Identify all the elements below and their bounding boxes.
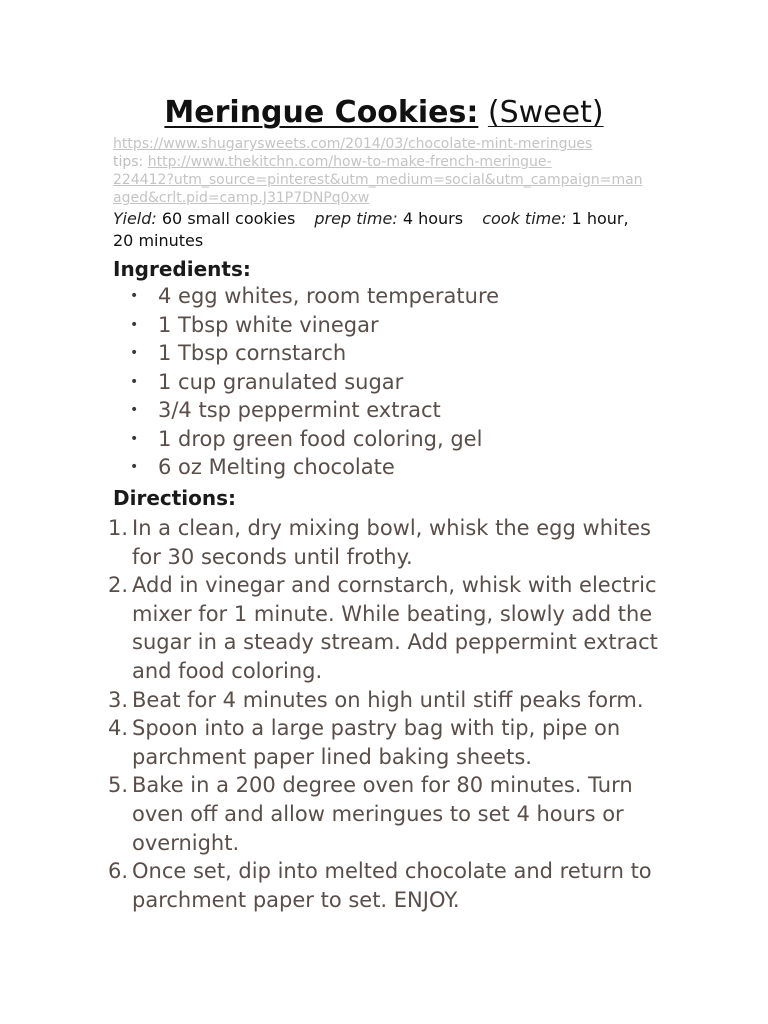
ingredient-text: 1 Tbsp white vinegar: [158, 312, 379, 337]
list-item: [130, 282, 499, 311]
step-number: 3.: [108, 687, 129, 712]
list-item: [108, 514, 668, 571]
tips-link-line1[interactable]: http://www.thekitchn.com/how-to-make-french-meringue-: [147, 154, 552, 170]
prep-time-value: 4 hours: [402, 209, 464, 228]
ingredients-heading: Ingredients:: [113, 257, 251, 281]
list-item: [108, 571, 668, 685]
step-text: Beat for 4 minutes on high until stiff peaks form.: [132, 687, 644, 712]
bullet-icon: •: [130, 373, 139, 390]
list-item: [108, 714, 668, 771]
ingredient-text: 6 oz Melting chocolate: [158, 455, 395, 479]
title-main: Meringue Cookies:: [164, 95, 479, 130]
recipe-meta: [113, 208, 643, 252]
step-text: Add in vinegar and cornstarch, whisk with electric mixer for 1 minute. While beating, slowly add the sugar in a steady stream. Add peppermint extract and food coloring.: [132, 573, 658, 683]
bullet-icon: •: [130, 288, 139, 304]
step-text: In a clean, dry mixing bowl, whisk the egg whites for 30 seconds until frothy.: [132, 516, 651, 569]
prep-time-label: prep time:: [314, 209, 398, 228]
list-item: [130, 368, 499, 397]
step-number: 1.: [108, 516, 129, 540]
ingredient-text: 1 drop green food coloring, gel: [158, 426, 483, 451]
cook-time-value: 1 hour, 20 minutes: [113, 209, 629, 250]
ingredients-list: [130, 282, 499, 482]
list-item: [108, 686, 668, 715]
directions-heading: Directions:: [113, 486, 237, 510]
list-item: [130, 311, 499, 340]
bullet-icon: •: [130, 402, 139, 418]
tips-link-line2[interactable]: 224412?utm_source=pinterest&utm_medium=social&utm_campaign=man: [113, 172, 643, 188]
yield-label: Yield:: [113, 209, 157, 228]
directions-list: [108, 514, 668, 914]
tips-label: tips:: [113, 154, 144, 170]
step-text: Bake in a 200 degree oven for 80 minutes. Turn oven off and allow meringues to set 4 hours or overnight.: [132, 773, 633, 855]
source-link[interactable]: https://www.shugarysweets.com/2014/03/chocolate-mint-meringues: [113, 136, 593, 152]
ingredient-text: 4 egg whites, room temperature: [158, 284, 500, 308]
bullet-icon: •: [130, 430, 139, 447]
list-item: [130, 339, 499, 368]
list-item: [130, 453, 499, 482]
list-item: [108, 857, 668, 914]
title-sub: (Sweet): [487, 95, 604, 130]
yield-value: 60 small cookies: [161, 209, 296, 228]
tips-link-line3[interactable]: aged&crlt.pid=camp.J31P7DNPq0xw: [113, 190, 370, 206]
ingredient-text: 3/4 tsp peppermint extract: [158, 398, 441, 422]
step-text: Spoon into a large pastry bag with tip, pipe on parchment paper lined baking sheets.: [132, 716, 621, 769]
bullet-icon: •: [130, 316, 139, 333]
step-text: Once set, dip into melted chocolate and return to parchment paper to set. ENJOY.: [132, 859, 652, 912]
list-item: [130, 425, 499, 454]
bullet-icon: •: [130, 345, 139, 361]
ingredient-text: 1 cup granulated sugar: [158, 369, 404, 394]
source-links: [113, 135, 658, 207]
bullet-icon: •: [130, 459, 139, 475]
cook-time-label: cook time:: [482, 209, 567, 228]
step-number: 2.: [108, 573, 129, 598]
step-number: 4.: [108, 716, 129, 741]
step-number: 5.: [108, 773, 129, 798]
page-title: [0, 93, 768, 133]
ingredient-text: 1 Tbsp cornstarch: [158, 341, 347, 365]
list-item: [130, 396, 499, 425]
list-item: [108, 771, 668, 857]
step-number: 6.: [108, 859, 129, 884]
